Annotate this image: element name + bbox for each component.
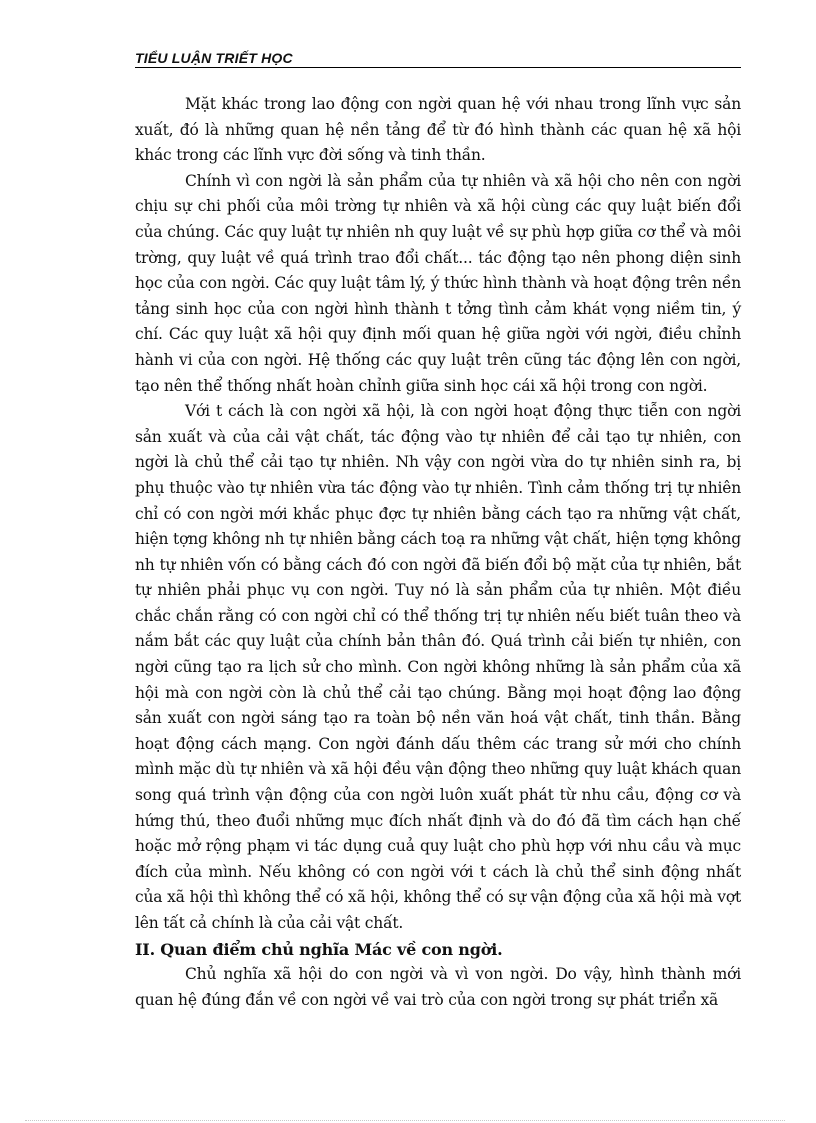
document-body xyxy=(135,92,741,1013)
header-title: TIỂU LUẬN TRIẾT HỌC xyxy=(135,50,293,66)
page-bottom-divider xyxy=(25,1120,785,1121)
paragraph-4: Chủ nghĩa xã hội do con ngời và vì von ngời. Do vậy, hình thành mới quan hệ đúng đắn về con ngời về vai trò của con ngời trong sự phát triển xã xyxy=(135,965,741,1009)
paragraph-1: Mặt khác trong lao động con ngời quan hệ với nhau trong lĩnh vực sản xuất, đó là những quan hệ nền tảng để từ đó hình thành các quan hệ xã hội khác trong các lĩnh vực đời sống và tinh thần. xyxy=(135,95,741,165)
paragraph-2: Chính vì con ngời là sản phẩm của tự nhiên và xã hội cho nên con ngời chịu sự chi phối của môi trờng tự nhiên và xã hội cùng các quy luật biến đổi của chúng. Các quy luật tự nhiên nh quy luật về sự phù hợp giữa cơ thể và môi trờng, quy luật về quá trình trao đổi chất... tác động tạo nên phong diện sinh học của con ngời. Các quy luật tâm lý, ý thức hình thành và hoạt động trên nền tảng sinh học của con ngời hình thành t tởng tình cảm khát vọng niềm tin, ý chí. Các quy luật xã hội quy định mối quan hệ giữa ngời với ngời, điều chỉnh hành vi của con ngời. Hệ thống các quy luật trên cũng tác động lên con ngời, tạo nên thể thống nhất hoàn chỉnh giữa sinh học cái xã hội trong con ngời. xyxy=(135,171,741,395)
page-header xyxy=(135,50,741,68)
paragraph-3: Với t cách là con ngời xã hội, là con ngời hoạt động thực tiễn con ngời sản xuất và của cải vật chất, tác động vào tự nhiên để cải tạo tự nhiên, con ngời là chủ thể cải tạo tự nhiên. Nh vậy con ngời vừa do tự nhiên sinh ra, bị phụ thuộc vào tự nhiên vừa tác động vào tự nhiên. Tình cảm thống trị tự nhiên chỉ có con ngời mới khắc phục đợc tự nhiên bằng cách tạo ra những vật chất, hiện tợng không nh tự nhiên bằng cách toạ ra những vật chất, hiện tợng không nh tự nhiên vốn có bằng cách đó con ngời đã biến đổi bộ mặt của tự nhiên, bắt tự nhiên phải phục vụ con ngời. Tuy nó là sản phẩm của tự nhiên. Một điều chắc chắn rằng có con ngời chỉ có thể thống trị tự nhiên nếu biết tuân theo và nắm bắt các quy luật của chính bản thân đó. Quá trình cải biến tự nhiên, con ngời cũng tạo ra lịch sử cho mình. Con ngời không những là sản phẩm của xã hội mà con ngời còn là chủ thể cải tạo chúng. Bằng mọi hoạt động lao động sản xuất con ngời sáng tạo ra toàn bộ nền văn hoá vật chất, tinh thần. Bằng hoạt động cách mạng. Con ngời đánh dấu thêm các trang sử mới cho chính mình mặc dù tự nhiên và xã hội đều vận động theo những quy luật khách quan song quá trình vận động của con ngời luôn xuất phát từ nhu cầu, động cơ và hứng thú, theo đuổi những mục đích nhất định và do đó đã tìm cách hạn chế hoặc mở rộng phạm vi tác dụng cuả quy luật cho phù hợp với nhu cầu và mục đích của mình. Nếu không có con ngời với t cách là chủ thể sinh động nhất của xã hội thì không thể có xã hội, không thể có sự vận động của xã hội mà vợt lên tất cả chính là của cải vật chất. xyxy=(135,402,741,932)
section-heading: II. Quan điểm chủ nghĩa Mác về con ngời. xyxy=(135,939,503,959)
